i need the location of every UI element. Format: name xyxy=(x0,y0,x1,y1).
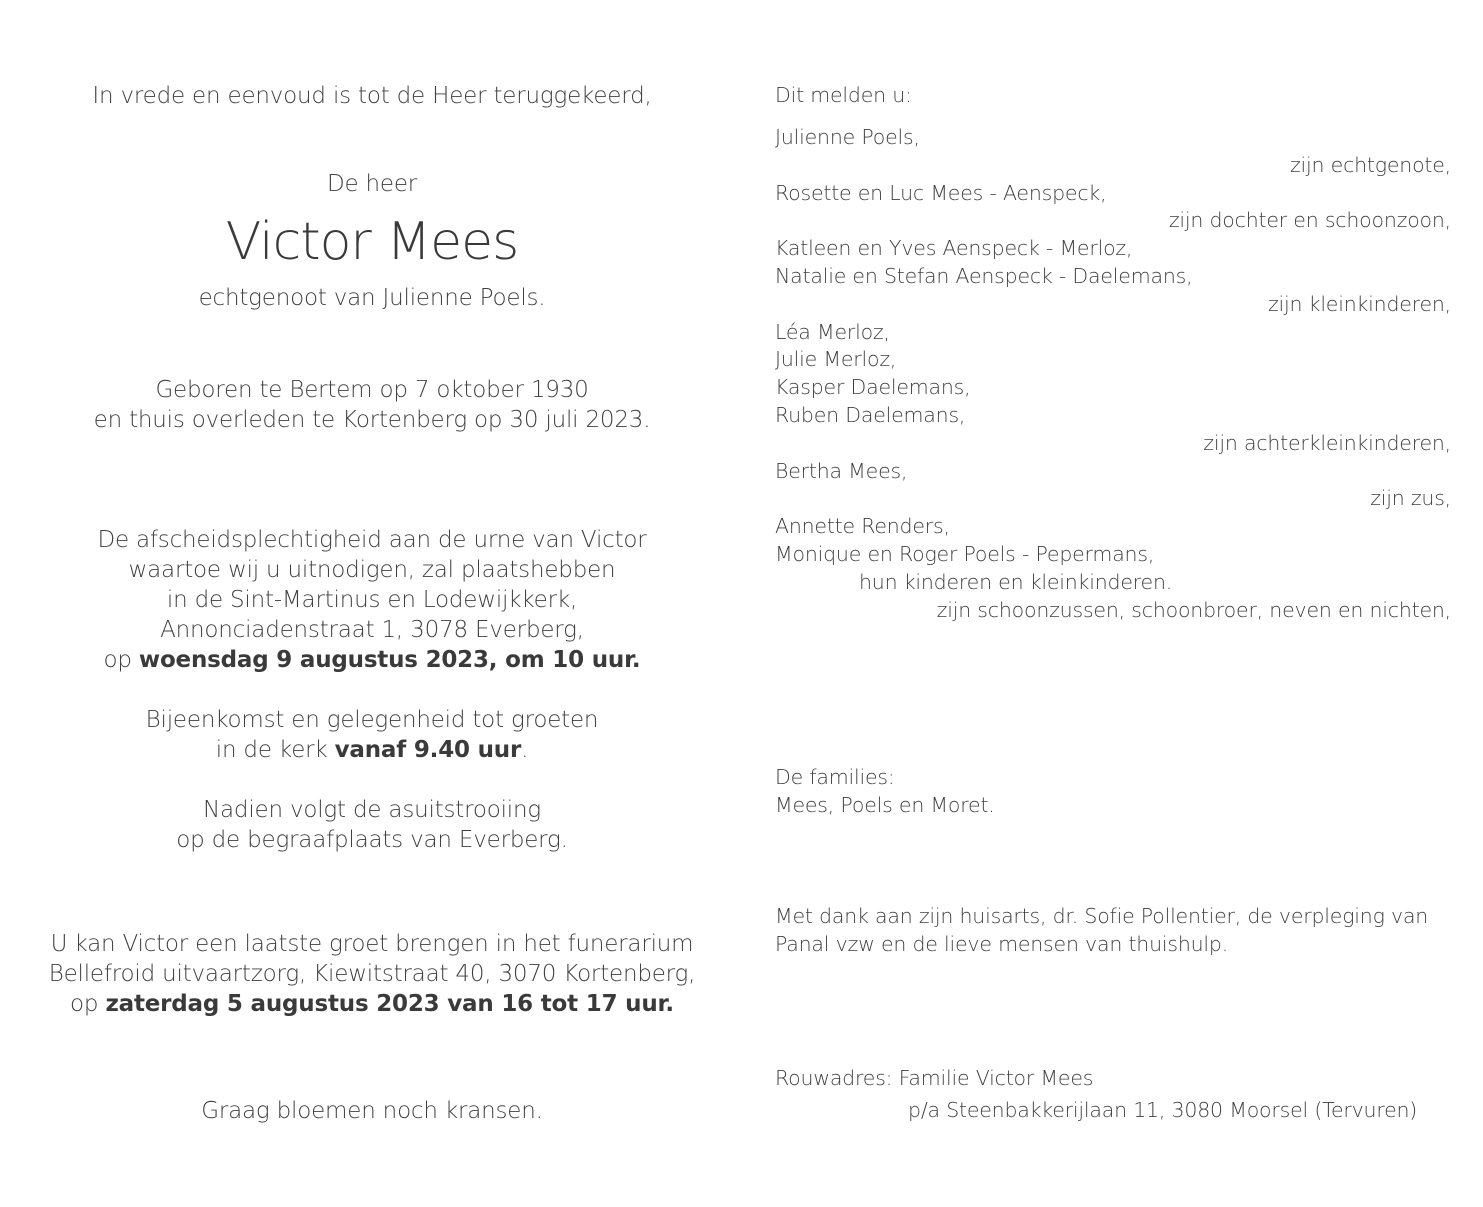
intro-line: In vrede en eenvoud is tot de Heer teruggekeerd, xyxy=(92,83,652,109)
gathering-line-1: Bijeenkomst en gelegenheid tot groeten xyxy=(145,707,599,733)
family-line: Annette Renders, xyxy=(775,514,950,539)
family-relation: zijn kleinkinderen, xyxy=(1267,291,1451,316)
deceased-name: Victor Mees xyxy=(225,212,519,272)
salutation: De heer xyxy=(326,171,418,197)
family-line: Julie Merloz, xyxy=(775,347,897,372)
funerarium-line-2: Bellefroid uitvaartzorg, Kiewitstraat 40, 3070 Kortenberg, xyxy=(48,961,696,987)
scattering-line-2: op de begraafplaats van Everberg. xyxy=(176,827,568,853)
family-line: Monique en Roger Poels - Pepermans, xyxy=(775,541,1155,566)
thanks-line-2: Panal vzw en de lieve mensen van thuishulp. xyxy=(775,932,1229,956)
family-line: Kasper Daelemans, xyxy=(775,375,971,400)
family-relation: zijn achterkleinkinderen, xyxy=(1203,430,1451,455)
family-list xyxy=(775,124,1451,624)
family-line: Natalie en Stefan Aenspeck - Daelemans, xyxy=(775,263,1193,288)
family-line: Bertha Mees, xyxy=(775,458,908,483)
died-line: en thuis overleden te Kortenberg op 30 juli 2023. xyxy=(93,407,651,433)
ceremony-line-2: waartoe wij u uitnodigen, zal plaatshebben xyxy=(128,557,616,583)
family-line: hun kinderen en kleinkinderen. xyxy=(859,569,1173,594)
announce-line: Dit melden u: xyxy=(775,83,912,107)
families-names: Mees, Poels en Moret. xyxy=(775,793,995,817)
flowers-note: Graag bloemen noch kransen. xyxy=(201,1098,543,1124)
born-line: Geboren te Bertem op 7 oktober 1930 xyxy=(155,377,589,403)
family-line: Léa Merloz, xyxy=(775,319,890,344)
ceremony-line-1: De afscheidsplechtigheid aan de urne van Victor xyxy=(97,527,647,553)
scattering-line-1: Nadien volgt de asuitstrooiing xyxy=(203,797,541,823)
gathering-line-2: in de kerk vanaf 9.40 uur. xyxy=(215,737,529,763)
family-line: Rosette en Luc Mees - Aenspeck, xyxy=(775,180,1107,205)
ceremony-line-4: Annonciadenstraat 1, 3078 Everberg, xyxy=(160,617,584,643)
ceremony-line-5: op woensdag 9 augustus 2023, om 10 uur. xyxy=(103,647,641,673)
family-line: Katleen en Yves Aenspeck - Merloz, xyxy=(775,236,1133,261)
spouse-line: echtgenoot van Julienne Poels. xyxy=(198,285,546,311)
family-line: Julienne Poels, xyxy=(775,125,920,149)
address-line-2: p/a Steenbakkerijlaan 11, 3080 Moorsel (Tervuren) xyxy=(908,1098,1418,1122)
ceremony-date: woensdag 9 augustus 2023, om 10 uur. xyxy=(138,647,641,673)
address-line-1: Rouwadres: Familie Victor Mees xyxy=(775,1066,1094,1090)
ceremony-line-3: in de Sint-Martinus en Lodewijkkerk, xyxy=(166,587,578,613)
family-relation: zijn dochter en schoonzoon, xyxy=(1168,208,1451,233)
thanks-line-1: Met dank aan zijn huisarts, dr. Sofie Pollentier, de verpleging van xyxy=(775,904,1429,928)
family-relation: zijn schoonzussen, schoonbroer, neven en nichten, xyxy=(936,597,1451,622)
family-relation: zijn echtgenote, xyxy=(1290,152,1451,177)
families-label: De families: xyxy=(775,765,895,789)
family-relation: zijn zus, xyxy=(1370,486,1451,511)
funerarium-line-1: U kan Victor een laatste groet brengen in het funerarium xyxy=(50,931,694,957)
family-line: Ruben Daelemans, xyxy=(775,402,966,427)
funerarium-line-3: op zaterdag 5 augustus 2023 van 16 tot 17 uur. xyxy=(70,991,674,1017)
gathering-time: vanaf 9.40 uur xyxy=(334,737,522,763)
funerarium-date: zaterdag 5 augustus 2023 van 16 tot 17 uur. xyxy=(105,991,674,1017)
